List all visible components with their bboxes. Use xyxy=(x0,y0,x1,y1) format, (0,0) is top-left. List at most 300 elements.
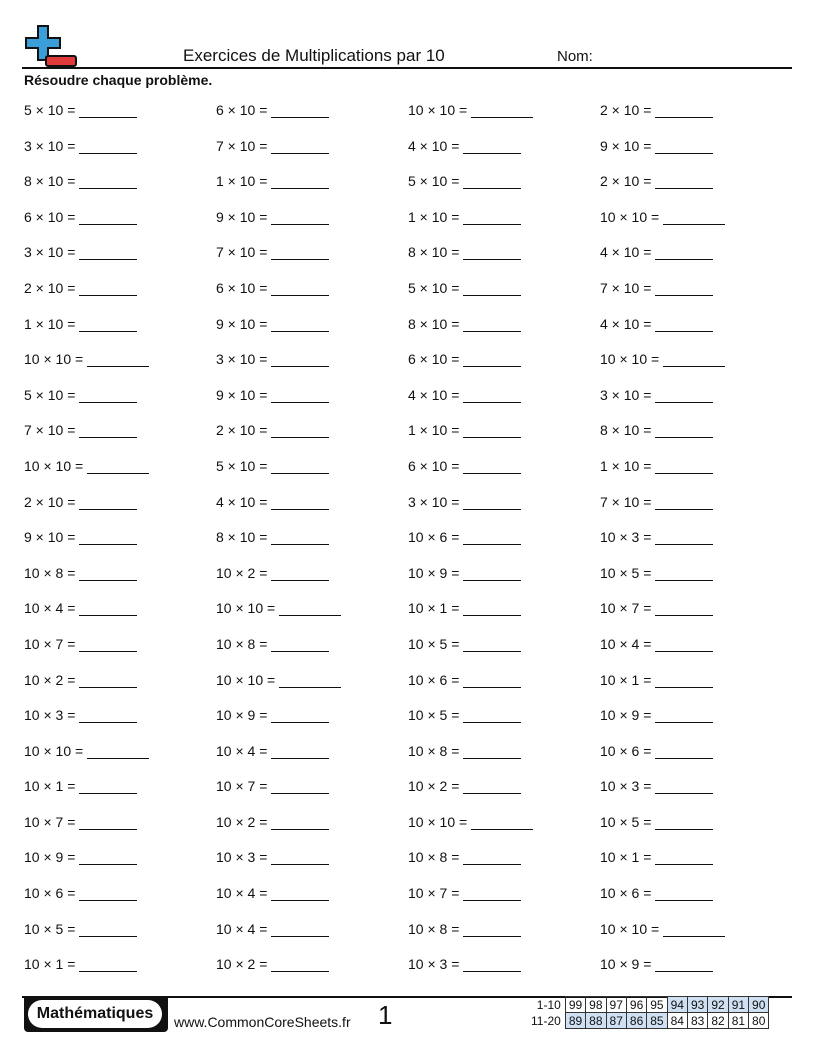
answer-blank[interactable] xyxy=(271,494,329,510)
answer-blank[interactable] xyxy=(271,422,329,438)
problem-text: 10 × 9 = xyxy=(216,707,268,724)
problem-text: 10 × 6 = xyxy=(600,885,652,902)
problem-row xyxy=(24,806,792,842)
problem xyxy=(600,600,713,616)
problem-text: 9 × 10 = xyxy=(216,315,268,332)
problem-row xyxy=(24,664,792,700)
score-key-cell: 97 xyxy=(606,997,626,1013)
problem xyxy=(24,565,137,581)
page-title: Exercices de Multiplications par 10 xyxy=(183,46,445,65)
problem xyxy=(600,529,713,545)
answer-blank[interactable] xyxy=(655,138,713,154)
answer-blank[interactable] xyxy=(463,778,521,794)
problem-text: 10 × 3 = xyxy=(216,849,268,866)
problem-text: 5 × 10 = xyxy=(216,457,268,474)
problem xyxy=(24,102,137,118)
answer-blank[interactable] xyxy=(271,778,329,794)
problem-text: 6 × 10 = xyxy=(216,102,268,118)
answer-blank[interactable] xyxy=(463,458,521,474)
problem xyxy=(216,885,329,901)
score-key-row xyxy=(528,997,769,1013)
problem xyxy=(600,173,713,189)
problem xyxy=(408,138,521,154)
problem-text: 10 × 4 = xyxy=(216,885,268,902)
problem-text: 10 × 10 = xyxy=(408,813,468,830)
problem xyxy=(408,849,521,865)
problem-text: 6 × 10 = xyxy=(408,457,460,474)
problem-text: 2 × 10 = xyxy=(24,493,76,510)
answer-blank[interactable] xyxy=(79,849,137,865)
answer-blank[interactable] xyxy=(279,672,341,688)
answer-blank[interactable] xyxy=(79,956,137,972)
problem xyxy=(216,102,329,118)
problem-text: 10 × 8 = xyxy=(24,564,76,581)
problem-text: 5 × 10 = xyxy=(24,386,76,403)
problem xyxy=(600,672,713,688)
problem xyxy=(408,458,521,474)
problem-text: 10 × 5 = xyxy=(24,920,76,937)
problem-text: 4 × 10 = xyxy=(216,493,268,510)
problem-text: 10 × 8 = xyxy=(408,742,460,759)
answer-blank[interactable] xyxy=(655,814,713,830)
answer-blank[interactable] xyxy=(79,636,137,652)
answer-blank[interactable] xyxy=(79,672,137,688)
answer-blank[interactable] xyxy=(79,244,137,260)
problem xyxy=(408,280,521,296)
answer-blank[interactable] xyxy=(663,921,725,937)
score-key-cell: 96 xyxy=(626,997,646,1013)
problem-text: 10 × 10 = xyxy=(600,208,660,225)
problem-row xyxy=(24,628,792,664)
problem xyxy=(408,743,521,759)
answer-blank[interactable] xyxy=(463,280,521,296)
answer-blank[interactable] xyxy=(79,921,137,937)
answer-blank[interactable] xyxy=(271,921,329,937)
problem-text: 5 × 10 = xyxy=(408,279,460,296)
problem xyxy=(216,849,329,865)
problem-row xyxy=(24,308,792,344)
problem-text: 9 × 10 = xyxy=(600,137,652,154)
answer-blank[interactable] xyxy=(79,280,137,296)
problem xyxy=(216,814,329,830)
answer-blank[interactable] xyxy=(463,529,521,545)
problem-text: 9 × 10 = xyxy=(24,529,76,546)
answer-blank[interactable] xyxy=(79,778,137,794)
problem-text: 5 × 10 = xyxy=(408,173,460,190)
answer-blank[interactable] xyxy=(463,209,521,225)
answer-blank[interactable] xyxy=(463,244,521,260)
problem xyxy=(216,458,329,474)
answer-blank[interactable] xyxy=(79,209,137,225)
problem xyxy=(600,849,713,865)
score-key-cell: 88 xyxy=(586,1013,606,1029)
problem xyxy=(600,458,713,474)
answer-blank[interactable] xyxy=(655,529,713,545)
answer-blank[interactable] xyxy=(87,743,149,759)
problem-text: 10 × 3 = xyxy=(408,956,460,973)
problem-text: 10 × 7 = xyxy=(408,885,460,902)
answer-blank[interactable] xyxy=(655,458,713,474)
problem xyxy=(600,244,713,260)
problem-text: 4 × 10 = xyxy=(600,244,652,261)
problem-text: 7 × 10 = xyxy=(216,244,268,261)
problem-text: 10 × 8 = xyxy=(216,635,268,652)
problem xyxy=(24,707,137,723)
answer-blank[interactable] xyxy=(463,422,521,438)
problem xyxy=(24,209,137,225)
problem xyxy=(216,921,329,937)
score-key-cell: 82 xyxy=(708,1013,728,1029)
problem xyxy=(216,280,329,296)
answer-blank[interactable] xyxy=(79,422,137,438)
problem-text: 10 × 10 = xyxy=(24,742,84,759)
problem-text: 1 × 10 = xyxy=(216,173,268,190)
problem-text: 8 × 10 = xyxy=(600,422,652,439)
problem-text: 10 × 6 = xyxy=(408,671,460,688)
score-key-cell: 83 xyxy=(687,1013,707,1029)
problem xyxy=(216,600,341,616)
answer-blank[interactable] xyxy=(271,814,329,830)
problem-text: 10 × 4 = xyxy=(216,742,268,759)
problem xyxy=(24,849,137,865)
problem xyxy=(600,921,725,937)
answer-blank[interactable] xyxy=(463,600,521,616)
problem xyxy=(600,494,713,510)
score-key-cell: 91 xyxy=(728,997,748,1013)
score-key-cell: 90 xyxy=(749,997,769,1013)
problem-text: 4 × 10 = xyxy=(600,315,652,332)
answer-blank[interactable] xyxy=(663,351,725,367)
score-key-cell: 86 xyxy=(626,1013,646,1029)
problem-text: 10 × 8 = xyxy=(408,849,460,866)
problem xyxy=(408,316,521,332)
answer-blank[interactable] xyxy=(271,280,329,296)
problem xyxy=(24,351,149,367)
problem-text: 10 × 5 = xyxy=(408,635,460,652)
problem xyxy=(408,814,533,830)
answer-blank[interactable] xyxy=(271,849,329,865)
problem-text: 9 × 10 = xyxy=(216,386,268,403)
answer-blank[interactable] xyxy=(463,636,521,652)
problem xyxy=(600,565,713,581)
problem xyxy=(600,636,713,652)
problem xyxy=(600,956,713,972)
problem xyxy=(600,814,713,830)
answer-blank[interactable] xyxy=(463,494,521,510)
answer-blank[interactable] xyxy=(655,778,713,794)
problem-text: 10 × 9 = xyxy=(600,707,652,724)
problem-text: 10 × 2 = xyxy=(216,813,268,830)
answer-blank[interactable] xyxy=(271,387,329,403)
problem xyxy=(24,672,137,688)
answer-blank[interactable] xyxy=(271,209,329,225)
answer-blank[interactable] xyxy=(463,707,521,723)
answer-blank[interactable] xyxy=(271,458,329,474)
problem xyxy=(408,244,521,260)
score-key-cell: 80 xyxy=(749,1013,769,1029)
problem xyxy=(600,138,713,154)
answer-blank[interactable] xyxy=(663,209,725,225)
problem-text: 6 × 10 = xyxy=(24,208,76,225)
problem-text: 10 × 7 = xyxy=(600,600,652,617)
problem-text: 10 × 6 = xyxy=(408,529,460,546)
problem-text: 7 × 10 = xyxy=(600,493,652,510)
problem-row xyxy=(24,130,792,166)
answer-blank[interactable] xyxy=(279,600,341,616)
answer-blank[interactable] xyxy=(271,956,329,972)
answer-blank[interactable] xyxy=(271,707,329,723)
problem-text: 1 × 10 = xyxy=(24,315,76,332)
answer-blank[interactable] xyxy=(655,956,713,972)
problem xyxy=(408,672,521,688)
score-key-cell: 81 xyxy=(728,1013,748,1029)
problem-row xyxy=(24,592,792,628)
answer-blank[interactable] xyxy=(463,885,521,901)
problem-text: 1 × 10 = xyxy=(408,422,460,439)
problem-text: 7 × 10 = xyxy=(600,279,652,296)
answer-blank[interactable] xyxy=(655,422,713,438)
problem-row xyxy=(24,343,792,379)
page-number: 1 xyxy=(378,1000,393,1030)
problem-text: 10 × 2 = xyxy=(408,778,460,795)
problem xyxy=(408,885,521,901)
problem-text: 1 × 10 = xyxy=(408,208,460,225)
problem-text: 10 × 10 = xyxy=(600,351,660,368)
problem-text: 4 × 10 = xyxy=(408,137,460,154)
problem-row xyxy=(24,272,792,308)
problem xyxy=(24,387,137,403)
answer-blank[interactable] xyxy=(271,529,329,545)
problem-row xyxy=(24,450,792,486)
problem xyxy=(24,458,149,474)
answer-blank[interactable] xyxy=(79,885,137,901)
problem xyxy=(24,280,137,296)
problem-text: 10 × 5 = xyxy=(408,707,460,724)
problem xyxy=(24,244,137,260)
answer-blank[interactable] xyxy=(463,138,521,154)
problem xyxy=(600,316,713,332)
answer-blank[interactable] xyxy=(79,707,137,723)
answer-blank[interactable] xyxy=(271,743,329,759)
problem xyxy=(216,351,329,367)
answer-blank[interactable] xyxy=(271,138,329,154)
answer-blank[interactable] xyxy=(79,600,137,616)
problem xyxy=(216,707,329,723)
problem-text: 10 × 2 = xyxy=(24,671,76,688)
answer-blank[interactable] xyxy=(655,885,713,901)
problem-text: 1 × 10 = xyxy=(600,457,652,474)
answer-blank[interactable] xyxy=(655,849,713,865)
answer-blank[interactable] xyxy=(463,921,521,937)
answer-blank[interactable] xyxy=(463,743,521,759)
problem-text: 3 × 10 = xyxy=(24,244,76,261)
score-key-cell: 89 xyxy=(565,1013,585,1029)
answer-blank[interactable] xyxy=(471,814,533,830)
answer-blank[interactable] xyxy=(655,743,713,759)
answer-blank[interactable] xyxy=(655,173,713,189)
answer-blank[interactable] xyxy=(655,636,713,652)
answer-blank[interactable] xyxy=(463,956,521,972)
problem-row xyxy=(24,165,792,201)
answer-blank[interactable] xyxy=(463,387,521,403)
problem xyxy=(408,387,521,403)
problem-text: 10 × 10 = xyxy=(600,920,660,937)
answer-blank[interactable] xyxy=(655,565,713,581)
answer-blank[interactable] xyxy=(79,173,137,189)
problem xyxy=(408,778,521,794)
problem xyxy=(408,173,521,189)
problem xyxy=(600,102,713,118)
problem xyxy=(216,138,329,154)
problem-text: 10 × 10 = xyxy=(216,671,276,688)
problem-text: 10 × 4 = xyxy=(24,600,76,617)
problem-text: 7 × 10 = xyxy=(216,137,268,154)
problem-text: 10 × 1 = xyxy=(24,956,76,973)
answer-blank[interactable] xyxy=(271,351,329,367)
problem-row xyxy=(24,379,792,415)
problem xyxy=(600,387,713,403)
answer-blank[interactable] xyxy=(271,885,329,901)
score-key-cell: 94 xyxy=(667,997,687,1013)
answer-blank[interactable] xyxy=(463,316,521,332)
problem-text: 10 × 3 = xyxy=(24,707,76,724)
problem xyxy=(600,707,713,723)
problem xyxy=(24,494,137,510)
score-key-cell: 93 xyxy=(687,997,707,1013)
answer-blank[interactable] xyxy=(79,387,137,403)
problem xyxy=(216,956,329,972)
problem xyxy=(408,102,533,118)
problem-text: 6 × 10 = xyxy=(216,279,268,296)
score-key-cell: 99 xyxy=(565,997,585,1013)
problem-text: 10 × 9 = xyxy=(600,956,652,973)
answer-blank[interactable] xyxy=(471,102,533,118)
problem-text: 4 × 10 = xyxy=(408,386,460,403)
problem-text: 2 × 10 = xyxy=(600,102,652,118)
score-key-cell: 84 xyxy=(667,1013,687,1029)
answer-blank[interactable] xyxy=(87,458,149,474)
header-divider xyxy=(22,67,792,69)
answer-blank[interactable] xyxy=(463,672,521,688)
problem xyxy=(24,316,137,332)
problem xyxy=(408,494,521,510)
problem xyxy=(216,636,329,652)
score-key-cell: 92 xyxy=(708,997,728,1013)
problem-text: 10 × 6 = xyxy=(600,742,652,759)
problem-text: 10 × 7 = xyxy=(24,813,76,830)
problem xyxy=(408,707,521,723)
problem-text: 8 × 10 = xyxy=(24,173,76,190)
problem xyxy=(408,921,521,937)
problem-text: 10 × 2 = xyxy=(216,564,268,581)
problem-row xyxy=(24,877,792,913)
problem xyxy=(216,565,329,581)
problem xyxy=(600,209,725,225)
problem-text: 10 × 6 = xyxy=(24,885,76,902)
problem xyxy=(600,351,725,367)
problem xyxy=(216,494,329,510)
answer-blank[interactable] xyxy=(655,707,713,723)
problem xyxy=(408,565,521,581)
problem-text: 7 × 10 = xyxy=(24,422,76,439)
answer-blank[interactable] xyxy=(655,494,713,510)
answer-blank[interactable] xyxy=(79,316,137,332)
problem-text: 3 × 10 = xyxy=(216,351,268,368)
problem xyxy=(216,173,329,189)
problem xyxy=(216,778,329,794)
problem-text: 10 × 3 = xyxy=(600,778,652,795)
answer-blank[interactable] xyxy=(655,244,713,260)
website-link[interactable]: www.CommonCoreSheets.fr xyxy=(174,1014,351,1030)
problem-row xyxy=(24,414,792,450)
answer-blank[interactable] xyxy=(655,316,713,332)
answer-blank[interactable] xyxy=(271,102,329,118)
answer-blank[interactable] xyxy=(655,102,713,118)
answer-blank[interactable] xyxy=(463,565,521,581)
answer-blank[interactable] xyxy=(79,138,137,154)
problem-text: 10 × 4 = xyxy=(600,635,652,652)
answer-blank[interactable] xyxy=(271,244,329,260)
answer-blank[interactable] xyxy=(271,316,329,332)
answer-blank[interactable] xyxy=(87,351,149,367)
problem-text: 3 × 10 = xyxy=(600,386,652,403)
problem xyxy=(216,244,329,260)
problem-text: 10 × 9 = xyxy=(24,849,76,866)
problem-text: 10 × 7 = xyxy=(216,778,268,795)
problem-text: 10 × 9 = xyxy=(408,564,460,581)
answer-blank[interactable] xyxy=(655,280,713,296)
answer-blank[interactable] xyxy=(655,672,713,688)
problem-row xyxy=(24,841,792,877)
answer-blank[interactable] xyxy=(79,529,137,545)
problem xyxy=(216,387,329,403)
answer-blank[interactable] xyxy=(463,173,521,189)
answer-blank[interactable] xyxy=(271,173,329,189)
problem xyxy=(600,280,713,296)
problem xyxy=(24,778,137,794)
problem xyxy=(24,743,149,759)
problem xyxy=(408,636,521,652)
problem-text: 5 × 10 = xyxy=(24,102,76,118)
problem xyxy=(600,778,713,794)
answer-blank[interactable] xyxy=(79,814,137,830)
problem-text: 10 × 1 = xyxy=(24,778,76,795)
problem xyxy=(408,422,521,438)
problem-row xyxy=(24,699,792,735)
answer-blank[interactable] xyxy=(79,565,137,581)
problem xyxy=(24,921,137,937)
answer-blank[interactable] xyxy=(655,387,713,403)
problem-text: 10 × 3 = xyxy=(600,529,652,546)
answer-blank[interactable] xyxy=(271,565,329,581)
problem-row xyxy=(24,486,792,522)
answer-blank[interactable] xyxy=(463,351,521,367)
problem-text: 10 × 5 = xyxy=(600,813,652,830)
answer-blank[interactable] xyxy=(655,600,713,616)
answer-blank[interactable] xyxy=(271,636,329,652)
problem-row xyxy=(24,521,792,557)
answer-blank[interactable] xyxy=(463,849,521,865)
answer-blank[interactable] xyxy=(79,494,137,510)
problem xyxy=(408,351,521,367)
answer-blank[interactable] xyxy=(79,102,137,118)
problem-text: 2 × 10 = xyxy=(24,279,76,296)
problem xyxy=(24,173,137,189)
problem-text: 10 × 10 = xyxy=(408,102,468,118)
problem xyxy=(216,316,329,332)
problem-text: 8 × 10 = xyxy=(408,315,460,332)
problem-text: 8 × 10 = xyxy=(408,244,460,261)
